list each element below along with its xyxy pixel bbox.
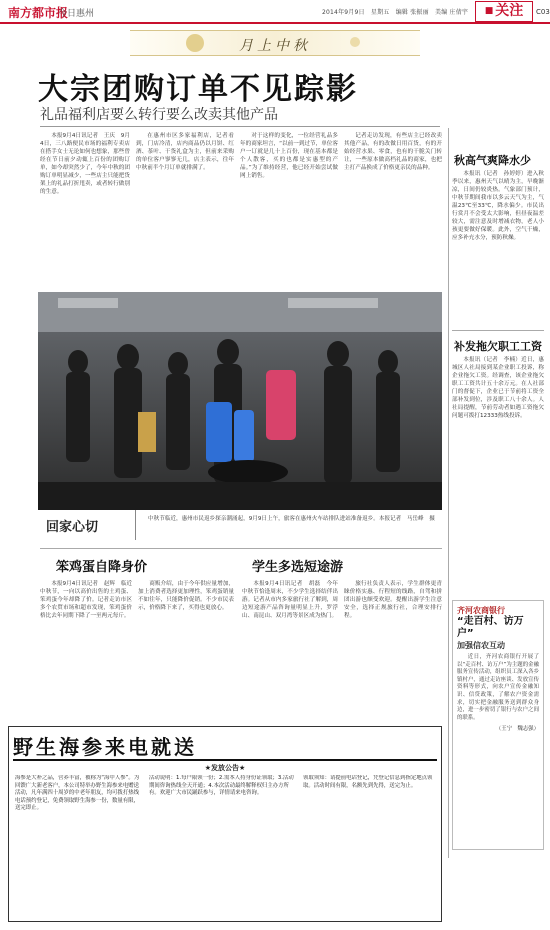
box-title: “走百村、访万户” <box>457 616 524 639</box>
lead-subheadline: 礼品福利店要么转行要么改卖其他产品 <box>40 107 278 123</box>
mid-autumn-banner <box>130 30 420 56</box>
divider <box>13 759 437 761</box>
photo-caption: 中秋节临近，惠州市民返乡探亲潮涌起，9月9日上午，旅客在惠州火车站排队进站准备返乡。本报记者 马岳峰 摄 <box>148 516 435 522</box>
advertisement <box>8 726 442 922</box>
section-tag: ■ 关注 <box>475 1 533 22</box>
sidebar-story: 本报讯（记者 李楠）近日，惠城区人社局接到某企业职工投诉，称企业拖欠工资。经调查，该企业拖欠职工工资共计五十余万元。在人社部门的督促下，企业已于节前将工资全部补发到位，涉及职工八十余人。人社局提醒，节前劳动者如遇工资拖欠问题可拨打12333热线投诉。 <box>452 357 544 419</box>
divider <box>40 548 442 549</box>
photo-caption-title: 回家心切 <box>46 520 99 535</box>
box-kicker: 齐河农商银行 <box>457 606 505 615</box>
page-header <box>0 0 550 24</box>
ad-column: 领取须知：请提前电话登记，凭登记信息到指定地点领取。活动时间有限，名额先到先得，送完为止。 <box>303 775 433 789</box>
ad-column: 海参是大补之品，营养丰富，被称为“海中人参”。为回馈广大新老客户，本公司特举办野生海参来电赠送活动，凡年满四十周岁的中老年朋友，均可拨打热线电话预约登记，免费领取野生海参一份，数量有限，送完即止。 <box>15 775 140 812</box>
ad-column: 活动说明：1.每户限领一份；2.需本人持身份证领取；3.活动期间咨询热线全天开通；4.本次活动最终解释权归主办方所有。欢迎广大市民踊跃参与，详情请来电咨询。 <box>149 775 294 797</box>
divider <box>135 510 136 540</box>
box-body: 近日，齐河农商银行开展了以“走百村、访万户”为主题的金融服务宣传活动，组织员工深入各乡镇村户，通过走访座谈、发放宣传资料等形式，向农户宣传金融知识、信贷政策，了解农户资金需求，切实把金融服务送到群众身边，进一步密切了银行与农户之间的联系。 <box>457 654 539 721</box>
issue-meta: 2014年9月9日 星期五 编辑 张振丽 美编 庄倩宇 <box>322 9 469 16</box>
sidebar-story: 本报讯（记者 孙婷婷）进入秋季以来，惠州天气以晴为主，早晚渐凉，日间仍较炎热。气象部门预计，中秋节期间我市以多云天气为主，气温23℃至33℃，降水偏少。市民出行赏月不会受太大影响，但昼夜温差较大，需注意及时增减衣物，老人小孩更要做好保暖。此外，空气干燥，应多补充水分，预防秋燥。 <box>452 171 544 241</box>
banner-title: 月上中秋 <box>239 38 311 54</box>
story-column: 本报9月4日讯记者 赵辉 临近中秋节，一向以高价出售的土鸡蛋、笨鸡蛋今年却降了价。记者走访市区多个农贸市场和超市发现，笨鸡蛋价格比去年同期下降了一至两元每斤。 <box>40 581 132 619</box>
lead-column: 在惠州市区多家福利店，记者看到，门店冷清，店内商品仍以月饼、红酒、茶叶、干货礼盒为主，但前来采购的单位客户寥寥无几，店主表示，往年中秋前半个月订单就排满了。 <box>136 133 234 171</box>
ad-notice: ★发放公告★ <box>204 764 246 772</box>
box-subtitle: 加强信农互动 <box>457 641 505 650</box>
lead-headline: 大宗团购订单不见踪影 <box>38 72 358 107</box>
story-column: 商贩介绍，由于今年供应量增加，加上消费者选择更加理性，笨鸡蛋销量不如往年，只能降价促销。不少市民表示，价格降下来了，买得也更放心。 <box>138 581 234 611</box>
story-column: 旅行社负责人表示，学生群体更青睐价格实惠、行程短的线路，自驾和拼团出游也颇受欢迎。提醒出游学生注意安全，选择正规旅行社，合理安排行程。 <box>344 581 442 619</box>
lead-column: 本报9月4日讯记者 王庆 9月4日，三八路便民市场的福利专卖店在搭手女士无论如何也想象，那些曾经在节日前夕动辄上百份的团购订单，如今却突然少了，今年中秋的团购订单明显减少，一些店主只能把货架上的礼品打折甩卖，或者转行做别的生意。 <box>40 133 130 195</box>
news-photo <box>38 292 442 510</box>
box-byline: （王宁 魏志强） <box>495 726 539 733</box>
lead-column: 对于这样的变化，一位经营礼品多年的商家坦言，“以前一到过节，单位客户一订就是几十上百份，现在基本都是个人散客，买的也都是实惠型的产品。”为了维持经营，他已经开始尝试做网上销售。 <box>240 133 338 179</box>
story-headline: 笨鸡蛋自降身价 <box>56 560 148 575</box>
divider <box>40 126 440 127</box>
sidebar-headline: 补发拖欠职工工资 <box>454 340 542 353</box>
lead-column: 记者走访发现，有些店主已经改卖其他产品，有的改做日用百货，有的开始经营水果、零食，也有的干脆关门转让，一些原本做高档礼品的商家，也把主打产品换成了价格更亲民的品种。 <box>344 133 442 171</box>
ad-title: 野生海参来电就送 <box>13 735 197 759</box>
station-crowd-image <box>38 292 442 510</box>
column-divider <box>448 128 449 858</box>
story-column: 本报9月4日讯记者 胡磊 今年中秋节恰逢周末，不少学生选择结伴出游。记者从市内多家旅行社了解到，周边短途游产品咨询量明显上升，罗浮山、南昆山、双月湾等景区成为热门。 <box>242 581 338 619</box>
sidebar-headline: 秋高气爽降水少 <box>454 154 531 167</box>
divider <box>452 330 544 331</box>
page-number: C03 <box>536 8 550 16</box>
newspaper-brand: 南方都市报 <box>8 6 69 20</box>
brand-section: 今日惠州 <box>58 9 95 19</box>
bank-news-box <box>452 600 544 850</box>
story-headline: 学生多选短途游 <box>252 560 344 575</box>
